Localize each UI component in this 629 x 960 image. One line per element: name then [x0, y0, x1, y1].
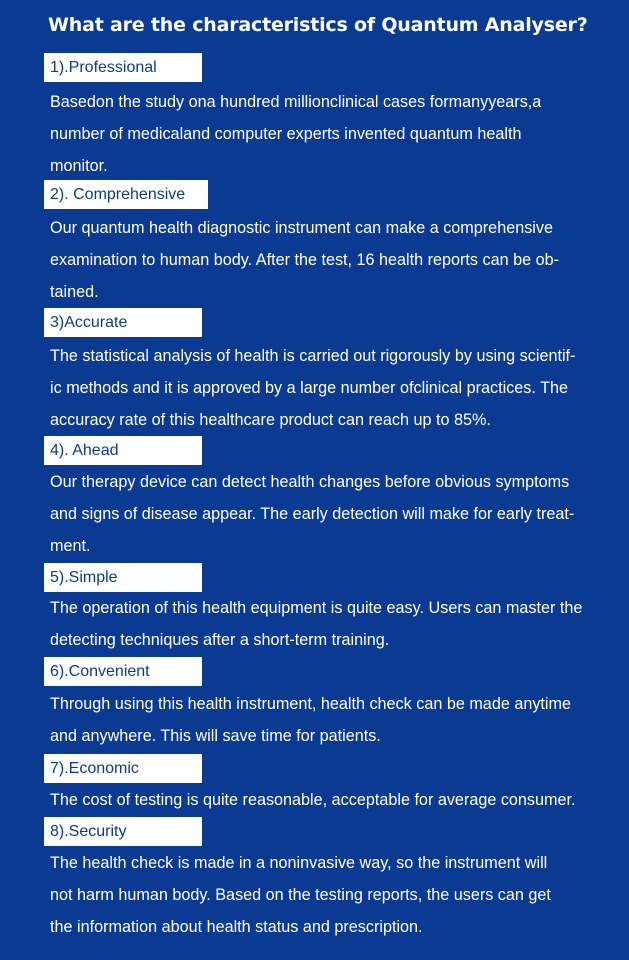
section-text-simple: The operation of this health equipment is quite easy. Users can master the detecting techniques after a short-term training. [50, 599, 583, 649]
section-label-simple: 5).Simple [44, 563, 202, 592]
section-text-professional: Basedon the study ona hundred millionclinical cases formanyyears,a number of medicaland computer experts invented quantum health monitor. [50, 93, 542, 175]
section-label-accurate: 3)Accurate [44, 308, 202, 337]
section-label-convenient: 6).Convenient [44, 657, 202, 686]
section-label-professional: 1).Professional [44, 53, 202, 82]
section-text-accurate: The statistical analysis of health is carried out rigorously by using scientif- ic methods and it is approved by a large number ofclinical practices. The accuracy rate of this healthcare product can reach up to 85%. [50, 347, 576, 429]
section-text-convenient: Through using this health instrument, health check can be made anytime and anywhere. This will save time for patients. [50, 695, 571, 745]
section-text-comprehensive: Our quantum health diagnostic instrument can make a comprehensive examination to human body. After the test, 16 health reports can be ob- tained. [50, 219, 560, 301]
section-text-ahead: Our therapy device can detect health changes before obvious symptoms and signs of disease appear. The early detection will make for early treat- ment. [50, 473, 575, 555]
section-label-comprehensive: 2). Comprehensive [44, 180, 208, 209]
section-label-economic: 7).Economic [44, 754, 202, 783]
page-title: What are the characteristics of Quantum Analyser? [48, 14, 588, 36]
section-text-economic: The cost of testing is quite reasonable, acceptable for average consumer. [50, 791, 576, 809]
section-label-security: 8).Security [44, 817, 202, 846]
section-text-security: The health check is made in a noninvasive way, so the instrument will not harm human body. Based on the testing reports, the users can get the information about health status and prescription. [50, 854, 551, 936]
section-label-ahead: 4). Ahead [44, 436, 202, 465]
